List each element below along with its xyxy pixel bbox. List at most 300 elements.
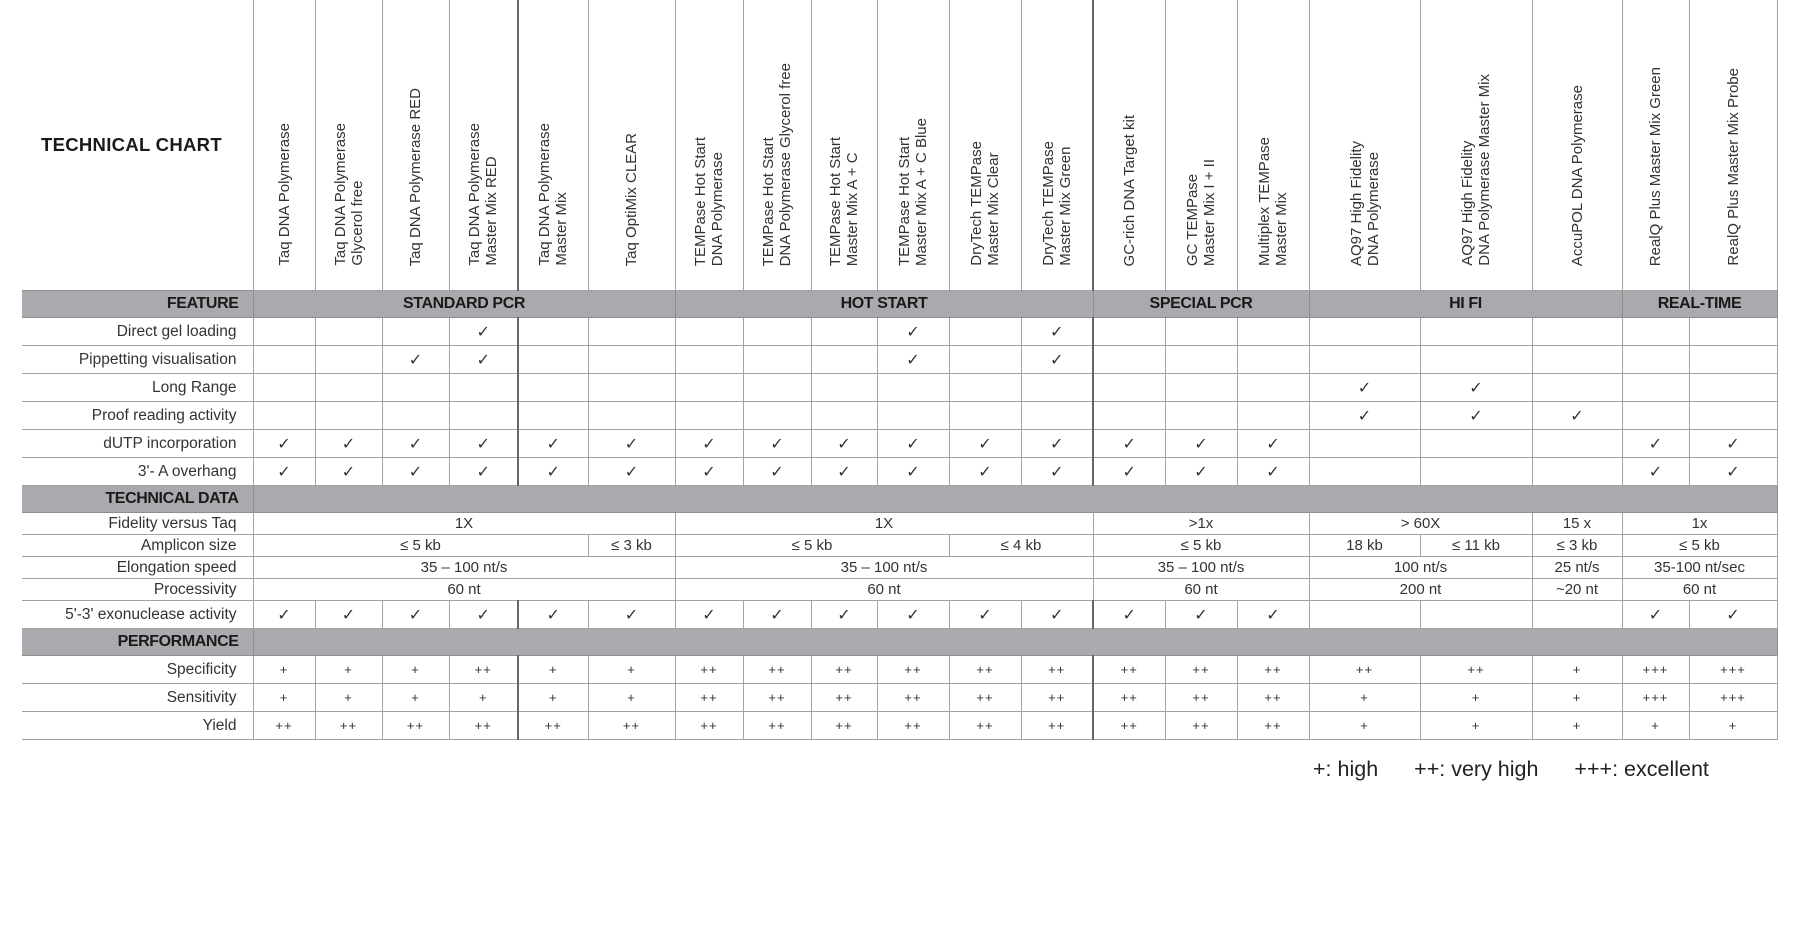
section-band [253, 486, 1777, 513]
feature-cell [811, 374, 877, 402]
feature-cell: ✓ [588, 430, 675, 458]
performance-cell: ++ [877, 684, 949, 712]
feature-cell [743, 374, 811, 402]
feature-label: Long Range [22, 374, 253, 402]
product-col-header [743, 0, 811, 291]
amplicon-cell: ≤ 5 kb [1093, 535, 1309, 557]
performance-label: Specificity [22, 656, 253, 684]
feature-cell: ✓ [1420, 374, 1532, 402]
product-name: RealQ Plus Master Mix Green [1647, 66, 1664, 266]
fidelity-cell: 15 x [1532, 513, 1622, 535]
feature-cell [1237, 374, 1309, 402]
feature-cell [588, 346, 675, 374]
processivity-cell: ~20 nt [1532, 579, 1622, 601]
performance-cell: ++ [675, 656, 743, 684]
feature-label: Proof reading activity [22, 402, 253, 430]
processivity-cell: 60 nt [675, 579, 1093, 601]
tech-label: Elongation speed [22, 557, 253, 579]
performance-cell: ++ [1237, 712, 1309, 740]
feature-cell [588, 374, 675, 402]
processivity-row [22, 579, 1777, 601]
feature-cell: ✓ [1622, 430, 1689, 458]
product-name: AQ97 High Fidelity DNA Polymerase Master Mix [1459, 74, 1493, 266]
feature-cell: ✓ [1309, 402, 1420, 430]
feature-row [22, 402, 1777, 430]
elongation-cell: 25 nt/s [1532, 557, 1622, 579]
technical-section-header [22, 486, 1777, 513]
performance-cell: ++ [315, 712, 382, 740]
feature-label: Pippetting visualisation [22, 346, 253, 374]
feature-cell: ✓ [675, 458, 743, 486]
fidelity-cell: 1X [253, 513, 675, 535]
feature-cell [1622, 374, 1689, 402]
feature-cell [1093, 346, 1165, 374]
exonuclease-cell [1309, 601, 1420, 629]
performance-cell: ++ [877, 712, 949, 740]
feature-cell [1309, 346, 1420, 374]
group-label: HI FI [1309, 291, 1622, 318]
feature-cell: ✓ [518, 430, 588, 458]
feature-cell: ✓ [253, 458, 315, 486]
fidelity-cell: 1x [1622, 513, 1777, 535]
feature-cell: ✓ [382, 430, 449, 458]
feature-cell: ✓ [877, 430, 949, 458]
feature-cell: ✓ [1021, 458, 1093, 486]
processivity-cell: 60 nt [1093, 579, 1309, 601]
tech-label: Amplicon size [22, 535, 253, 557]
exonuclease-row [22, 601, 1777, 629]
product-col-header [449, 0, 518, 291]
legend-item-excellent: +++: excellent [1574, 757, 1709, 781]
performance-cell: + [1309, 712, 1420, 740]
feature-cell [949, 346, 1021, 374]
feature-cell [253, 346, 315, 374]
exonuclease-cell: ✓ [1237, 601, 1309, 629]
elongation-cell: 35-100 nt/sec [1622, 557, 1777, 579]
feature-cell [1165, 318, 1237, 346]
tech-label: 5'-3' exonuclease activity [22, 601, 253, 629]
performance-cell: +++ [1622, 684, 1689, 712]
exonuclease-cell: ✓ [1021, 601, 1093, 629]
performance-cell: + [1532, 684, 1622, 712]
performance-cell: ++ [1021, 684, 1093, 712]
feature-cell [949, 318, 1021, 346]
exonuclease-cell: ✓ [811, 601, 877, 629]
exonuclease-cell [1420, 601, 1532, 629]
feature-cell: ✓ [449, 458, 518, 486]
feature-cell: ✓ [315, 458, 382, 486]
chart-title: TECHNICAL CHART [41, 134, 222, 155]
feature-cell: ✓ [382, 458, 449, 486]
performance-cell: + [1532, 656, 1622, 684]
tech-label: Fidelity versus Taq [22, 513, 253, 535]
performance-cell: ++ [811, 656, 877, 684]
exonuclease-cell: ✓ [253, 601, 315, 629]
feature-cell: ✓ [811, 430, 877, 458]
feature-cell [743, 402, 811, 430]
feature-cell [1420, 430, 1532, 458]
product-col-header [1420, 0, 1532, 291]
performance-cell: + [1689, 712, 1777, 740]
feature-cell [811, 346, 877, 374]
performance-row [22, 684, 1777, 712]
feature-cell [877, 402, 949, 430]
performance-cell: ++ [588, 712, 675, 740]
product-header-row [22, 0, 1777, 291]
feature-cell [449, 374, 518, 402]
product-col-header [588, 0, 675, 291]
feature-cell [1021, 374, 1093, 402]
product-name: TEMPase Hot Start Master Mix A + C [827, 136, 861, 266]
feature-cell [1689, 374, 1777, 402]
elongation-row [22, 557, 1777, 579]
amplicon-cell: ≤ 5 kb [253, 535, 588, 557]
technical-chart-table [22, 0, 1778, 740]
feature-cell [1237, 402, 1309, 430]
exonuclease-cell: ✓ [1093, 601, 1165, 629]
performance-cell: + [1420, 712, 1532, 740]
feature-cell [1165, 402, 1237, 430]
performance-cell: + [518, 684, 588, 712]
performance-cell: + [382, 656, 449, 684]
feature-cell [1309, 430, 1420, 458]
feature-cell: ✓ [382, 346, 449, 374]
performance-cell: ++ [1309, 656, 1420, 684]
product-name: Taq DNA Polymerase Glycerol free [331, 123, 366, 266]
feature-cell [1689, 318, 1777, 346]
amplicon-cell: ≤ 3 kb [588, 535, 675, 557]
feature-cell: ✓ [877, 346, 949, 374]
performance-cell: + [253, 684, 315, 712]
elongation-cell: 100 nt/s [1309, 557, 1532, 579]
rating-legend [1313, 757, 1739, 782]
feature-cell: ✓ [1021, 346, 1093, 374]
product-name: Taq OptiMix CLEAR [623, 132, 640, 266]
feature-cell: ✓ [1689, 430, 1777, 458]
product-col-header [1532, 0, 1622, 291]
legend-item-high: +: high [1313, 757, 1379, 781]
feature-cell [1021, 402, 1093, 430]
product-col-header [675, 0, 743, 291]
feature-cell [1420, 346, 1532, 374]
performance-cell: + [382, 684, 449, 712]
feature-cell [315, 346, 382, 374]
feature-cell [1622, 402, 1689, 430]
performance-cell: ++ [811, 684, 877, 712]
performance-cell: ++ [1165, 712, 1237, 740]
feature-cell [518, 346, 588, 374]
performance-cell: +++ [1689, 684, 1777, 712]
feature-cell: ✓ [449, 346, 518, 374]
group-label: REAL-TIME [1622, 291, 1777, 318]
processivity-cell: 200 nt [1309, 579, 1532, 601]
performance-cell: + [253, 656, 315, 684]
product-name: Taq DNA Polymerase Master Mix [536, 123, 571, 266]
feature-cell [1622, 318, 1689, 346]
feature-cell [1420, 458, 1532, 486]
feature-cell [877, 374, 949, 402]
elongation-cell: 35 – 100 nt/s [675, 557, 1093, 579]
feature-cell [1309, 318, 1420, 346]
feature-cell [1093, 402, 1165, 430]
feature-cell: ✓ [1689, 458, 1777, 486]
feature-cell: ✓ [1093, 458, 1165, 486]
product-col-header [949, 0, 1021, 291]
feature-cell [949, 374, 1021, 402]
elongation-cell: 35 – 100 nt/s [1093, 557, 1309, 579]
feature-cell [518, 318, 588, 346]
performance-cell: ++ [449, 712, 518, 740]
exonuclease-cell: ✓ [877, 601, 949, 629]
feature-cell: ✓ [449, 318, 518, 346]
performance-cell: ++ [1093, 684, 1165, 712]
amplicon-cell: ≤ 4 kb [949, 535, 1093, 557]
performance-cell: ++ [1093, 712, 1165, 740]
feature-cell: ✓ [675, 430, 743, 458]
feature-cell [382, 374, 449, 402]
feature-cell: ✓ [315, 430, 382, 458]
exonuclease-cell: ✓ [675, 601, 743, 629]
feature-cell [253, 402, 315, 430]
elongation-cell: 35 – 100 nt/s [253, 557, 675, 579]
fidelity-row [22, 513, 1777, 535]
product-name: DryTech TEMPase Master Mix Clear [968, 141, 1002, 266]
feature-cell [315, 402, 382, 430]
performance-cell: + [449, 684, 518, 712]
feature-cell: ✓ [877, 458, 949, 486]
product-col-header [382, 0, 449, 291]
product-name: Taq DNA Polymerase RED [407, 87, 424, 266]
amplicon-cell: ≤ 5 kb [675, 535, 949, 557]
feature-cell: ✓ [811, 458, 877, 486]
performance-cell: ++ [743, 656, 811, 684]
feature-cell [518, 402, 588, 430]
feature-cell: ✓ [1420, 402, 1532, 430]
feature-cell [382, 402, 449, 430]
performance-cell: ++ [382, 712, 449, 740]
exonuclease-cell: ✓ [1689, 601, 1777, 629]
section-band [253, 629, 1777, 656]
feature-row [22, 374, 1777, 402]
amplicon-row [22, 535, 1777, 557]
product-col-header [1689, 0, 1777, 291]
feature-cell [1165, 374, 1237, 402]
performance-cell: ++ [1165, 684, 1237, 712]
performance-cell: ++ [1021, 712, 1093, 740]
feature-cell [1622, 346, 1689, 374]
performance-cell: ++ [949, 712, 1021, 740]
feature-row [22, 346, 1777, 374]
tech-label: Processivity [22, 579, 253, 601]
feature-cell [743, 318, 811, 346]
feature-cell: ✓ [518, 458, 588, 486]
feature-cell [675, 318, 743, 346]
fidelity-cell: > 60X [1309, 513, 1532, 535]
feature-cell [1689, 402, 1777, 430]
product-name: Multiplex TEMPase Master Mix [1256, 137, 1290, 266]
performance-cell: + [1622, 712, 1689, 740]
performance-cell: + [1420, 684, 1532, 712]
feature-cell [1093, 374, 1165, 402]
exonuclease-cell: ✓ [315, 601, 382, 629]
feature-cell [315, 318, 382, 346]
feature-cell: ✓ [1309, 374, 1420, 402]
feature-row [22, 430, 1777, 458]
feature-cell: ✓ [1237, 458, 1309, 486]
product-col-header [518, 0, 588, 291]
performance-cell: + [1532, 712, 1622, 740]
product-name: DryTech TEMPase Master Mix Green [1039, 141, 1074, 266]
performance-cell: ++ [518, 712, 588, 740]
feature-cell [949, 402, 1021, 430]
amplicon-cell: 18 kb [1309, 535, 1420, 557]
performance-cell: ++ [449, 656, 518, 684]
feature-cell: ✓ [1093, 430, 1165, 458]
performance-cell: ++ [675, 712, 743, 740]
feature-cell [811, 318, 877, 346]
feature-cell: ✓ [588, 458, 675, 486]
performance-cell: + [1309, 684, 1420, 712]
product-name: Taq DNA Polymerase Master Mix RED [466, 123, 501, 266]
feature-cell [675, 346, 743, 374]
performance-cell: ++ [1093, 656, 1165, 684]
product-col-header [1165, 0, 1237, 291]
feature-cell [1237, 318, 1309, 346]
feature-row [22, 458, 1777, 486]
feature-cell: ✓ [1021, 318, 1093, 346]
group-label: SPECIAL PCR [1093, 291, 1309, 318]
product-name: TEMPase Hot Start DNA Polymerase Glycerol free [760, 62, 794, 266]
product-name: TEMPase Hot Start DNA Polymerase [692, 136, 726, 266]
feature-label: dUTP incorporation [22, 430, 253, 458]
section-label: TECHNICAL DATA [22, 486, 253, 513]
exonuclease-cell: ✓ [949, 601, 1021, 629]
feature-cell: ✓ [877, 318, 949, 346]
exonuclease-cell: ✓ [518, 601, 588, 629]
feature-cell [588, 318, 675, 346]
feature-cell [588, 402, 675, 430]
product-col-header [1309, 0, 1420, 291]
feature-cell [449, 402, 518, 430]
section-label: FEATURE [22, 291, 253, 318]
performance-cell: ++ [811, 712, 877, 740]
performance-cell: ++ [949, 684, 1021, 712]
feature-section-header [22, 291, 1777, 318]
performance-cell: + [588, 656, 675, 684]
performance-cell: + [315, 684, 382, 712]
product-col-header [1093, 0, 1165, 291]
technical-chart [22, 0, 1778, 740]
feature-cell [1093, 318, 1165, 346]
processivity-cell: 60 nt [1622, 579, 1777, 601]
exonuclease-cell [1532, 601, 1622, 629]
feature-cell: ✓ [949, 458, 1021, 486]
feature-cell [743, 346, 811, 374]
feature-cell [811, 402, 877, 430]
exonuclease-cell: ✓ [588, 601, 675, 629]
feature-cell: ✓ [1622, 458, 1689, 486]
feature-cell: ✓ [743, 430, 811, 458]
product-col-header [877, 0, 949, 291]
exonuclease-cell: ✓ [449, 601, 518, 629]
feature-cell [1237, 346, 1309, 374]
performance-cell: ++ [949, 656, 1021, 684]
product-name: AccuPOL DNA Polymerase [1568, 84, 1586, 266]
performance-cell: ++ [675, 684, 743, 712]
feature-cell [1532, 318, 1622, 346]
feature-cell [1165, 346, 1237, 374]
feature-cell [518, 374, 588, 402]
performance-cell: ++ [1420, 656, 1532, 684]
performance-cell: ++ [877, 656, 949, 684]
product-col-header [253, 0, 315, 291]
feature-cell: ✓ [1165, 458, 1237, 486]
performance-label: Yield [22, 712, 253, 740]
amplicon-cell: ≤ 5 kb [1622, 535, 1777, 557]
feature-cell [675, 402, 743, 430]
feature-label: Direct gel loading [22, 318, 253, 346]
product-name: TEMPase Hot Start Master Mix A + C Blue [896, 118, 930, 266]
amplicon-cell: ≤ 11 kb [1420, 535, 1532, 557]
feature-cell: ✓ [1165, 430, 1237, 458]
performance-cell: ++ [743, 712, 811, 740]
fidelity-cell: 1X [675, 513, 1093, 535]
performance-section-header [22, 629, 1777, 656]
performance-label: Sensitivity [22, 684, 253, 712]
product-name: GC-rich DNA Target kit [1120, 114, 1138, 266]
performance-cell: ++ [743, 684, 811, 712]
performance-cell: ++ [1165, 656, 1237, 684]
feature-cell [382, 318, 449, 346]
performance-row [22, 656, 1777, 684]
feature-cell: ✓ [253, 430, 315, 458]
performance-cell: + [518, 656, 588, 684]
feature-cell [315, 374, 382, 402]
product-name: GC TEMPase Master Mix I + II [1184, 158, 1218, 266]
feature-cell [1689, 346, 1777, 374]
feature-cell [1532, 346, 1622, 374]
legend-item-very-high: ++: very high [1414, 757, 1539, 781]
feature-cell: ✓ [1237, 430, 1309, 458]
product-col-header [1622, 0, 1689, 291]
feature-label: 3'- A overhang [22, 458, 253, 486]
feature-cell [1532, 430, 1622, 458]
exonuclease-cell: ✓ [1622, 601, 1689, 629]
product-col-header [315, 0, 382, 291]
performance-cell: +++ [1622, 656, 1689, 684]
feature-cell [1532, 374, 1622, 402]
feature-cell: ✓ [949, 430, 1021, 458]
product-col-header [1237, 0, 1309, 291]
feature-cell: ✓ [743, 458, 811, 486]
product-col-header [1021, 0, 1093, 291]
performance-cell: +++ [1689, 656, 1777, 684]
feature-cell: ✓ [1532, 402, 1622, 430]
product-name: RealQ Plus Master Mix Probe [1724, 68, 1742, 266]
fidelity-cell: >1x [1093, 513, 1309, 535]
performance-cell: ++ [1021, 656, 1093, 684]
section-label: PERFORMANCE [22, 629, 253, 656]
feature-cell [675, 374, 743, 402]
feature-cell [253, 318, 315, 346]
feature-cell: ✓ [449, 430, 518, 458]
feature-cell [1532, 458, 1622, 486]
performance-cell: ++ [1237, 684, 1309, 712]
performance-cell: + [315, 656, 382, 684]
exonuclease-cell: ✓ [382, 601, 449, 629]
feature-cell [1420, 318, 1532, 346]
feature-cell [253, 374, 315, 402]
